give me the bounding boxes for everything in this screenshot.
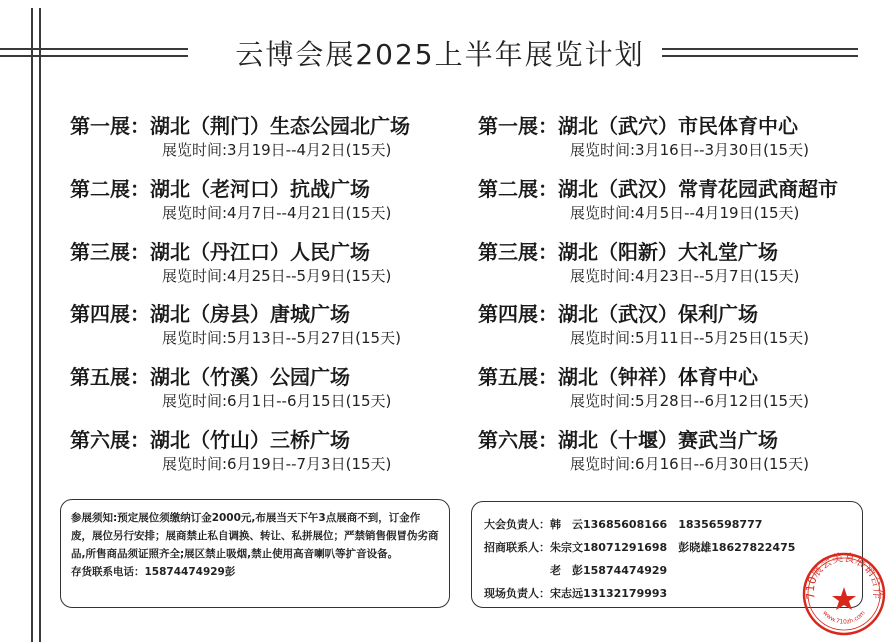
expo-heading xyxy=(70,300,470,328)
exhibitor-notice-box xyxy=(60,499,450,608)
contact-value: 宋志远13132179993 xyxy=(550,587,668,600)
expo-location: 湖北（武穴）市民体育中心 xyxy=(558,114,798,138)
expo-heading xyxy=(478,300,878,328)
contact-row xyxy=(484,536,850,559)
contact-row xyxy=(484,513,850,536)
expo-label: 第四展： xyxy=(478,302,558,327)
expo-entry xyxy=(70,300,470,363)
expo-label: 第二展： xyxy=(478,176,558,201)
expo-location: 湖北（钟祥）体育中心 xyxy=(558,365,758,390)
red-seal-stamp xyxy=(801,551,887,637)
expo-label: 第三展： xyxy=(478,239,558,264)
stamp-url: www.710zh.com xyxy=(821,609,867,626)
expo-time: 展览时间:4月23日--5月7日(15天) xyxy=(570,266,800,285)
expo-label: 第一展： xyxy=(478,114,558,138)
expo-label: 第三展： xyxy=(70,239,150,264)
expo-heading xyxy=(70,426,470,454)
expo-location: 湖北（十堰）赛武当广场 xyxy=(558,427,778,452)
expo-entry xyxy=(478,238,878,301)
storage-phone: 存货联系电话：15874474929彭 xyxy=(71,566,236,578)
expo-location: 湖北（房县）唐城广场 xyxy=(150,302,350,327)
expo-heading xyxy=(478,363,878,391)
expo-entry xyxy=(478,175,878,238)
expo-entry xyxy=(478,363,878,426)
expo-location: 湖北（武汉）保利广场 xyxy=(558,302,758,327)
expo-heading xyxy=(70,238,470,266)
expo-time: 展览时间:4月25日--5月9日(15天) xyxy=(162,266,392,285)
expo-location: 湖北（武汉）常青花园武商超市 xyxy=(558,176,838,201)
left-border-line-1 xyxy=(31,8,33,642)
expo-location: 湖北（老河口）抗战广场 xyxy=(150,176,370,201)
expo-label: 第五展： xyxy=(70,365,150,390)
expo-location: 湖北（竹山）三桥广场 xyxy=(150,427,350,452)
notice-text: 参展须知:预定展位须缴纳订金2000元,布展当天下午3点展商不到，订金作废，展位另行安排；展商禁止私自调换、转让、私拼展位；严禁销售假冒伪劣商品,所售商品须证照齐全;展区禁止吸烟,禁止使用高音喇叭等扩音设备。 xyxy=(71,512,439,560)
expo-location: 湖北（荆门）生态公园北广场 xyxy=(150,114,410,138)
left-border-line-2 xyxy=(39,8,41,642)
expo-heading xyxy=(478,112,878,140)
stamp-text: 710展会美食展销合作 xyxy=(803,551,885,601)
title-rule-right xyxy=(662,48,858,57)
star-icon xyxy=(832,587,856,610)
expo-time: 展览时间:6月16日--6月30日(15天) xyxy=(570,454,809,473)
expo-location: 湖北（丹江口）人民广场 xyxy=(150,239,370,264)
expo-time: 展览时间:6月1日--6月15日(15天) xyxy=(162,392,392,411)
expo-time: 展览时间:5月11日--5月25日(15天) xyxy=(570,329,809,348)
expo-entry xyxy=(70,175,470,238)
expo-entry xyxy=(478,112,878,175)
contact-value: 老 彭15874474929 xyxy=(550,564,668,577)
expo-time: 展览时间:5月13日--5月27日(15天) xyxy=(162,329,401,348)
expo-time: 展览时间:3月16日--3月30日(15天) xyxy=(570,141,809,159)
contact-label: 大会负责人： xyxy=(484,518,550,531)
contact-value: 朱宗文18071291698 彭晓雄18627822475 xyxy=(550,541,796,554)
expo-entry xyxy=(478,300,878,363)
contact-label: 现场负责人： xyxy=(484,587,550,600)
expo-entry xyxy=(70,426,470,489)
expo-time: 展览时间:5月28日--6月12日(15天) xyxy=(570,392,809,411)
expo-heading xyxy=(478,426,878,454)
title-rule-left xyxy=(0,48,188,57)
expo-location: 湖北（竹溪）公园广场 xyxy=(150,365,350,390)
expo-time: 展览时间:4月7日--4月21日(15天) xyxy=(162,203,392,222)
expo-heading xyxy=(478,175,878,203)
expo-entry xyxy=(70,112,470,175)
expo-entry xyxy=(70,363,470,426)
expo-heading xyxy=(70,175,470,203)
expo-time: 展览时间:4月5日--4月19日(15天) xyxy=(570,203,800,222)
contact-value: 韩 云13685608166 18356598777 xyxy=(550,518,763,531)
expo-label: 第二展： xyxy=(70,176,150,201)
expo-entry xyxy=(478,426,878,489)
expo-time: 展览时间:6月19日--7月3日(15天) xyxy=(162,454,392,473)
expo-time: 展览时间:3月19日--4月2日(15天) xyxy=(162,141,392,159)
expo-heading xyxy=(70,363,470,391)
right-schedule-column xyxy=(478,112,878,489)
contact-label: 招商联系人： xyxy=(484,541,550,554)
expo-label: 第六展： xyxy=(70,427,150,452)
expo-label: 第四展： xyxy=(70,302,150,327)
expo-heading xyxy=(478,238,878,266)
page-title: 云博会展2025上半年展览计划 xyxy=(235,38,645,71)
expo-heading xyxy=(70,112,470,140)
expo-location: 湖北（阳新）大礼堂广场 xyxy=(558,239,778,264)
contact-row xyxy=(484,582,850,605)
contact-row xyxy=(484,559,850,582)
expo-label: 第六展： xyxy=(478,427,558,452)
expo-label: 第五展： xyxy=(478,365,558,390)
expo-entry xyxy=(70,238,470,301)
left-schedule-column xyxy=(70,112,470,489)
expo-label: 第一展： xyxy=(70,114,150,138)
